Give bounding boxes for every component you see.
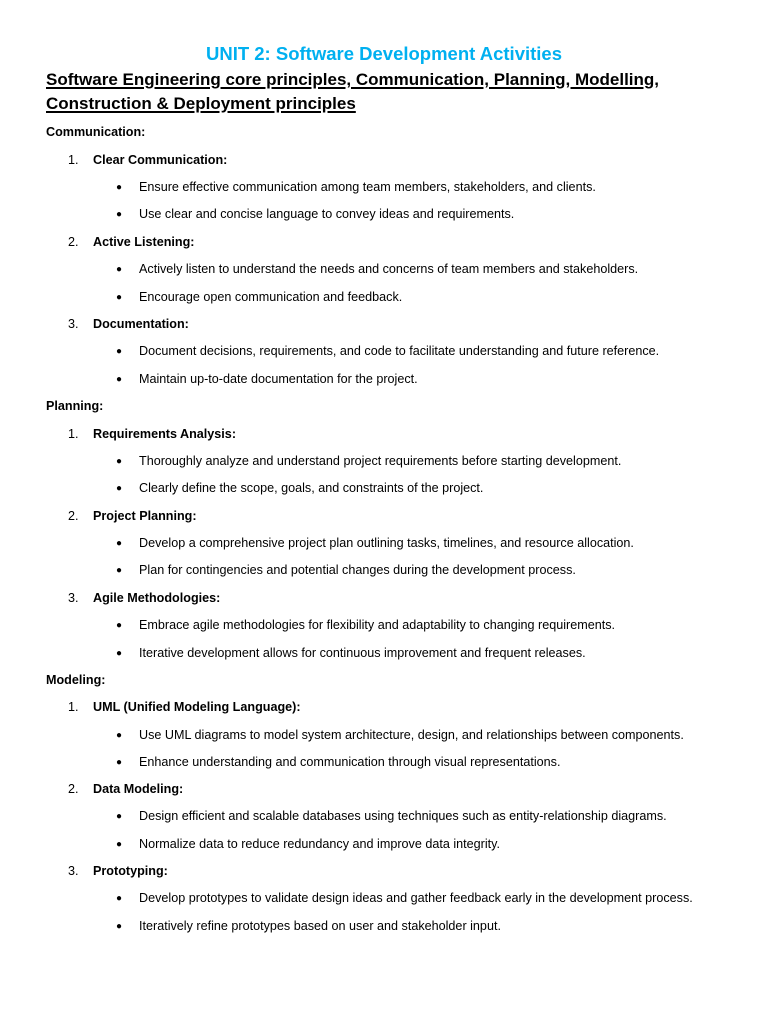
item-title: Prototyping: xyxy=(93,864,168,878)
item-number: 3. xyxy=(68,591,79,605)
unit-title: UNIT 2: Software Development Activities xyxy=(205,43,563,64)
item-number: 1. xyxy=(68,153,79,167)
list-item-clear-communication xyxy=(68,152,227,168)
bullet-icon: ● xyxy=(116,209,123,220)
list-item-active-listening xyxy=(68,234,194,250)
bullet-text: Embrace agile methodologies for flexibility and adaptability to changing requirements. xyxy=(139,618,616,632)
bullet-item xyxy=(116,179,596,196)
bullet-item xyxy=(116,206,514,223)
bullet-text: Normalize data to reduce redundancy and improve data integrity. xyxy=(139,837,500,851)
bullet-text: Iterative development allows for continuous improvement and frequent releases. xyxy=(139,646,586,660)
list-item-prototyping xyxy=(68,863,168,879)
item-title: Agile Methodologies: xyxy=(93,591,221,605)
bullet-text: Actively listen to understand the needs and concerns of team members and stakeholders. xyxy=(139,262,639,276)
bullet-item xyxy=(116,890,693,907)
bullet-icon: ● xyxy=(116,456,123,467)
bullet-item xyxy=(116,836,500,853)
bullet-icon: ● xyxy=(116,839,123,850)
list-item-data-modeling xyxy=(68,781,183,797)
bullet-icon: ● xyxy=(116,565,123,576)
list-item-uml xyxy=(68,699,301,715)
item-number: 2. xyxy=(68,235,79,249)
section-heading-modeling: Modeling: xyxy=(46,673,106,687)
bullet-icon: ● xyxy=(116,346,123,357)
bullet-icon: ● xyxy=(116,538,123,549)
bullet-text: Clearly define the scope, goals, and constraints of the project. xyxy=(139,481,484,495)
bullet-item xyxy=(116,918,501,935)
bullet-text: Ensure effective communication among team members, stakeholders, and clients. xyxy=(139,180,596,194)
bullet-text: Design efficient and scalable databases using techniques such as entity-relationship diagrams. xyxy=(139,809,667,823)
bullet-icon: ● xyxy=(116,264,123,275)
document-subtitle: Software Engineering core principles, Communication, Planning, Modelling, Construction & Deployment principles xyxy=(46,70,660,113)
bullet-icon: ● xyxy=(116,620,123,631)
item-title: Documentation: xyxy=(93,317,189,331)
bullet-item xyxy=(116,617,615,634)
bullet-item xyxy=(116,754,560,771)
bullet-icon: ● xyxy=(116,182,123,193)
bullet-text: Iteratively refine prototypes based on user and stakeholder input. xyxy=(139,919,501,933)
list-item-requirements-analysis xyxy=(68,426,236,442)
bullet-item xyxy=(116,289,402,306)
bullet-icon: ● xyxy=(116,757,123,768)
item-title: UML (Unified Modeling Language): xyxy=(93,700,301,714)
item-number: 2. xyxy=(68,782,79,796)
bullet-item xyxy=(116,261,638,278)
bullet-text: Use UML diagrams to model system architecture, design, and relationships between components. xyxy=(139,728,684,742)
bullet-item xyxy=(116,535,634,552)
bullet-icon: ● xyxy=(116,292,123,303)
item-title: Project Planning: xyxy=(93,509,197,523)
bullet-item xyxy=(116,343,659,360)
bullet-item xyxy=(116,480,483,497)
bullet-text: Maintain up-to-date documentation for the project. xyxy=(139,372,418,386)
list-item-agile-methodologies xyxy=(68,590,220,606)
item-title: Active Listening: xyxy=(93,235,195,249)
bullet-icon: ● xyxy=(116,648,123,659)
bullet-text: Develop a comprehensive project plan outlining tasks, timelines, and resource allocation. xyxy=(139,536,634,550)
bullet-item xyxy=(116,645,586,662)
section-heading-planning: Planning: xyxy=(46,399,104,413)
item-title: Data Modeling: xyxy=(93,782,184,796)
bullet-icon: ● xyxy=(116,893,123,904)
bullet-item xyxy=(116,371,418,388)
bullet-text: Thoroughly analyze and understand project requirements before starting development. xyxy=(139,454,622,468)
bullet-icon: ● xyxy=(116,374,123,385)
item-number: 3. xyxy=(68,864,79,878)
bullet-text: Enhance understanding and communication through visual representations. xyxy=(139,755,561,769)
bullet-text: Use clear and concise language to convey ideas and requirements. xyxy=(139,207,515,221)
bullet-icon: ● xyxy=(116,730,123,741)
bullet-text: Plan for contingencies and potential changes during the development process. xyxy=(139,563,576,577)
list-item-project-planning xyxy=(68,508,197,524)
item-number: 1. xyxy=(68,700,79,714)
bullet-icon: ● xyxy=(116,483,123,494)
bullet-icon: ● xyxy=(116,811,123,822)
bullet-text: Develop prototypes to validate design ideas and gather feedback early in the development process. xyxy=(139,891,693,905)
item-title: Clear Communication: xyxy=(93,153,228,167)
list-item-documentation xyxy=(68,316,189,332)
bullet-text: Document decisions, requirements, and code to facilitate understanding and future reference. xyxy=(139,344,660,358)
bullet-item xyxy=(116,562,576,579)
item-title: Requirements Analysis: xyxy=(93,427,237,441)
item-number: 3. xyxy=(68,317,79,331)
item-number: 2. xyxy=(68,509,79,523)
bullet-item xyxy=(116,808,667,825)
bullet-text: Encourage open communication and feedback. xyxy=(139,290,403,304)
bullet-item xyxy=(116,727,684,744)
item-number: 1. xyxy=(68,427,79,441)
bullet-icon: ● xyxy=(116,921,123,932)
section-heading-communication: Communication: xyxy=(46,125,146,139)
bullet-item xyxy=(116,453,621,470)
